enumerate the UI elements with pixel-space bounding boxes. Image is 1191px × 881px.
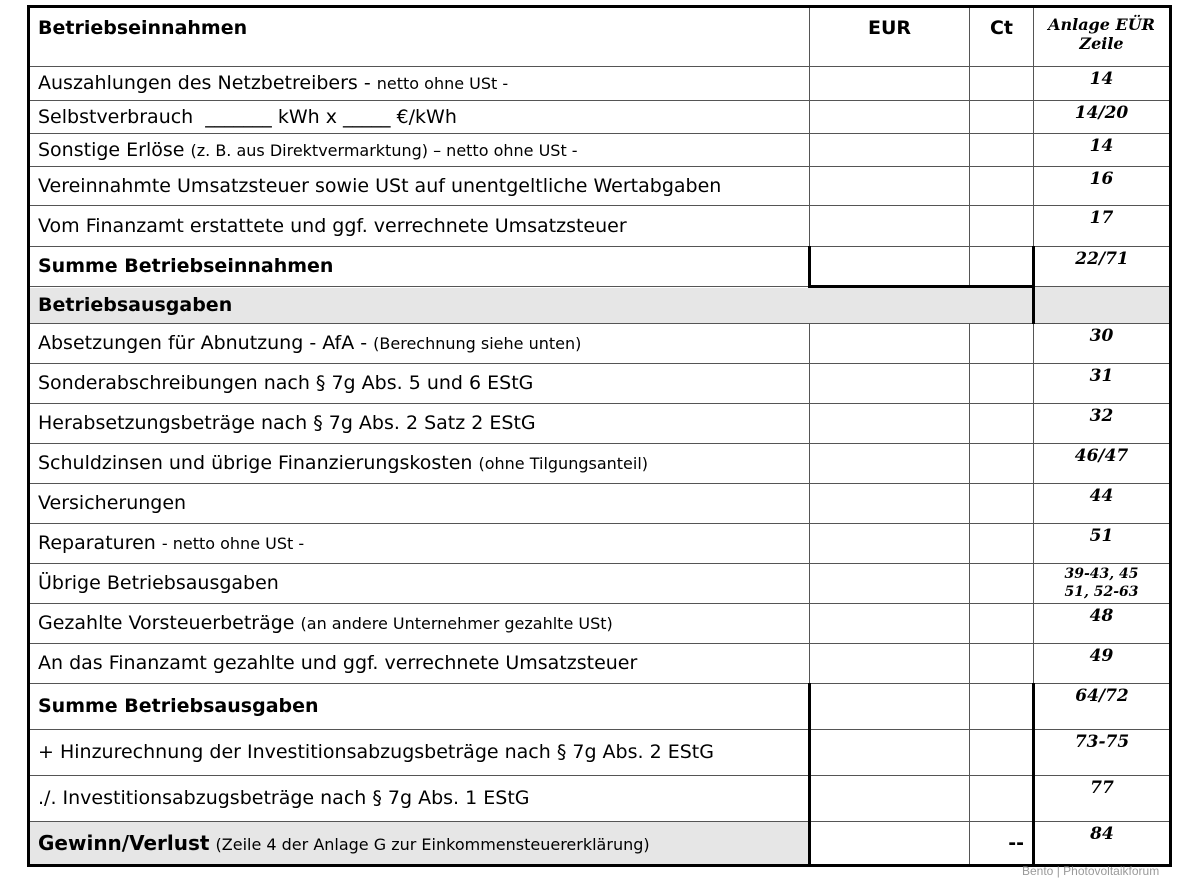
- deduction-label: ./. Investitionsabzugsbeträge nach § 7g Abs. 1 EStG: [29, 776, 810, 822]
- income-row: [29, 134, 1171, 167]
- expense-label: [29, 644, 810, 684]
- expenses-heading-line: [1034, 287, 1171, 324]
- expenses-sum-row: [29, 684, 1171, 730]
- row-label: Selbstverbrauch _______ kWh x _____ €/kWh: [38, 105, 457, 128]
- line-number: 14/20: [1034, 101, 1171, 134]
- row-label: Absetzungen für Abnutzung - AfA -: [38, 332, 374, 355]
- eur-column-header: EUR: [810, 7, 970, 67]
- line-number: 48: [1034, 604, 1171, 644]
- add-back-row: [29, 730, 1171, 776]
- row-label: Sonstige Erlöse: [38, 138, 191, 161]
- income-row: [29, 67, 1171, 101]
- line-number: 44: [1034, 484, 1171, 524]
- expenses-heading: Betriebsausgaben: [29, 287, 1034, 324]
- deduction-eur[interactable]: [810, 776, 970, 822]
- line-column-header-1: Anlage EÜR: [1048, 15, 1155, 34]
- row-label: Reparaturen: [38, 532, 162, 555]
- eur-cell[interactable]: [810, 101, 970, 134]
- line-number: 31: [1034, 364, 1171, 404]
- expenses-sum-ct[interactable]: [970, 684, 1034, 730]
- credit-watermark: Bento | Photovoltaikforum: [1022, 864, 1160, 878]
- row-label: Vom Finanzamt erstattete und ggf. verrechnete Umsatzsteuer: [38, 214, 627, 237]
- income-sum-eur[interactable]: [810, 247, 970, 287]
- expense-label: [29, 564, 810, 604]
- income-row: [29, 206, 1171, 247]
- header-row: [29, 7, 1171, 67]
- line-number: 46/47: [1034, 444, 1171, 484]
- expense-row: [29, 484, 1171, 524]
- line-number: 49: [1034, 644, 1171, 684]
- ct-cell[interactable]: [970, 444, 1034, 484]
- row-note: (ohne Tilgungsanteil): [478, 454, 649, 474]
- expense-label: [29, 524, 810, 564]
- line-number: 30: [1034, 324, 1171, 364]
- ct-cell[interactable]: [970, 484, 1034, 524]
- income-label: [29, 134, 810, 167]
- ct-cell[interactable]: [970, 101, 1034, 134]
- expense-row: [29, 404, 1171, 444]
- ct-cell[interactable]: [970, 644, 1034, 684]
- expense-label: [29, 404, 810, 444]
- deduction-ct[interactable]: [970, 776, 1034, 822]
- eur-cell[interactable]: [810, 167, 970, 206]
- eur-cell[interactable]: [810, 404, 970, 444]
- expenses-sum-eur[interactable]: [810, 684, 970, 730]
- ct-cell[interactable]: [970, 206, 1034, 247]
- add-back-label: + Hinzurechnung der Investitionsabzugsbeträge nach § 7g Abs. 2 EStG: [29, 730, 810, 776]
- row-note: netto ohne USt -: [376, 74, 509, 94]
- line-number: [1034, 564, 1171, 604]
- ct-cell[interactable]: [970, 134, 1034, 167]
- row-label: Herabsetzungsbeträge nach § 7g Abs. 2 Satz 2 EStG: [38, 412, 536, 435]
- ct-cell[interactable]: [970, 364, 1034, 404]
- eur-cell[interactable]: [810, 604, 970, 644]
- income-heading: Betriebseinnahmen: [29, 7, 810, 67]
- expense-label: [29, 364, 810, 404]
- add-back-ct[interactable]: [970, 730, 1034, 776]
- eur-cell[interactable]: [810, 484, 970, 524]
- income-sum-line: 22/71: [1034, 247, 1171, 287]
- expenses-sum-label: Summe Betriebsausgaben: [29, 684, 810, 730]
- add-back-line: 73-75: [1034, 730, 1171, 776]
- income-label: [29, 101, 810, 134]
- expense-label: [29, 324, 810, 364]
- expense-row: [29, 324, 1171, 364]
- deduction-line: 77: [1034, 776, 1171, 822]
- row-note: - netto ohne USt -: [161, 534, 305, 554]
- income-sum-ct[interactable]: [970, 247, 1034, 287]
- ct-cell[interactable]: [970, 324, 1034, 364]
- row-label: Gezahlte Vorsteuerbeträge: [38, 612, 301, 635]
- line-number: 51: [1034, 524, 1171, 564]
- line-number: 17: [1034, 206, 1171, 247]
- expense-row: [29, 444, 1171, 484]
- row-label: Übrige Betriebsausgaben: [38, 572, 279, 595]
- expense-row: [29, 604, 1171, 644]
- line-number: 32: [1034, 404, 1171, 444]
- line-column-header: [1034, 7, 1171, 67]
- row-label: Auszahlungen des Netzbetreibers -: [38, 72, 377, 95]
- expense-label: [29, 484, 810, 524]
- row-note: (an andere Unternehmer gezahlte USt): [300, 614, 613, 634]
- eur-cell[interactable]: [810, 644, 970, 684]
- ct-cell[interactable]: [970, 564, 1034, 604]
- row-label: Versicherungen: [38, 492, 187, 515]
- line-number: 14: [1034, 67, 1171, 101]
- ct-cell[interactable]: [970, 404, 1034, 444]
- result-ct: --: [970, 822, 1034, 866]
- income-label: [29, 167, 810, 206]
- add-back-eur[interactable]: [810, 730, 970, 776]
- eur-cell[interactable]: [810, 524, 970, 564]
- eur-cell[interactable]: [810, 564, 970, 604]
- expense-row: [29, 364, 1171, 404]
- eur-cell[interactable]: [810, 324, 970, 364]
- expense-label: [29, 444, 810, 484]
- tax-form-table: [27, 5, 1172, 867]
- result-line: 84: [1034, 822, 1171, 866]
- row-label: Gewinn/Verlust: [38, 830, 210, 855]
- ct-cell[interactable]: [970, 167, 1034, 206]
- income-label: [29, 67, 810, 101]
- income-sum-row: [29, 247, 1171, 287]
- income-label: [29, 206, 810, 247]
- line-number-1: 39-43, 45: [1064, 566, 1139, 582]
- row-label: Sonderabschreibungen nach § 7g Abs. 5 und 6 EStG: [38, 372, 534, 395]
- row-note: (z. B. aus Direktvermarktung) – netto ohne USt -: [190, 140, 578, 160]
- eur-cell[interactable]: [810, 444, 970, 484]
- expense-row: [29, 564, 1171, 604]
- income-sum-label: Summe Betriebseinnahmen: [29, 247, 810, 287]
- row-note: (Berechnung siehe unten): [373, 334, 582, 354]
- line-number: 16: [1034, 167, 1171, 206]
- line-number-2: 51, 52-63: [1064, 583, 1139, 600]
- eur-cell[interactable]: [810, 364, 970, 404]
- expense-label: [29, 604, 810, 644]
- ct-cell[interactable]: [970, 67, 1034, 101]
- row-label: Schuldzinsen und übrige Finanzierungskosten: [38, 452, 479, 475]
- expense-row: [29, 644, 1171, 684]
- row-label: Vereinnahmte Umsatzsteuer sowie USt auf unentgeltliche Wertabgaben: [38, 174, 722, 197]
- ct-cell[interactable]: [970, 604, 1034, 644]
- line-column-header-2: Zeile: [1079, 34, 1124, 54]
- eur-cell[interactable]: [810, 67, 970, 101]
- expense-row: [29, 524, 1171, 564]
- result-label: [29, 822, 810, 866]
- income-row: [29, 167, 1171, 206]
- eur-cell[interactable]: [810, 206, 970, 247]
- income-row: [29, 101, 1171, 134]
- row-note: (Zeile 4 der Anlage G zur Einkommensteuererklärung): [215, 834, 650, 854]
- result-row: [29, 822, 1171, 866]
- ct-cell[interactable]: [970, 524, 1034, 564]
- line-number: 14: [1034, 134, 1171, 167]
- expenses-sum-line: 64/72: [1034, 684, 1171, 730]
- ct-column-header: Ct: [970, 7, 1034, 67]
- result-eur[interactable]: [810, 822, 970, 866]
- expenses-heading-row: [29, 287, 1171, 324]
- deduction-row: [29, 776, 1171, 822]
- row-label: An das Finanzamt gezahlte und ggf. verrechnete Umsatzsteuer: [38, 652, 638, 675]
- eur-cell[interactable]: [810, 134, 970, 167]
